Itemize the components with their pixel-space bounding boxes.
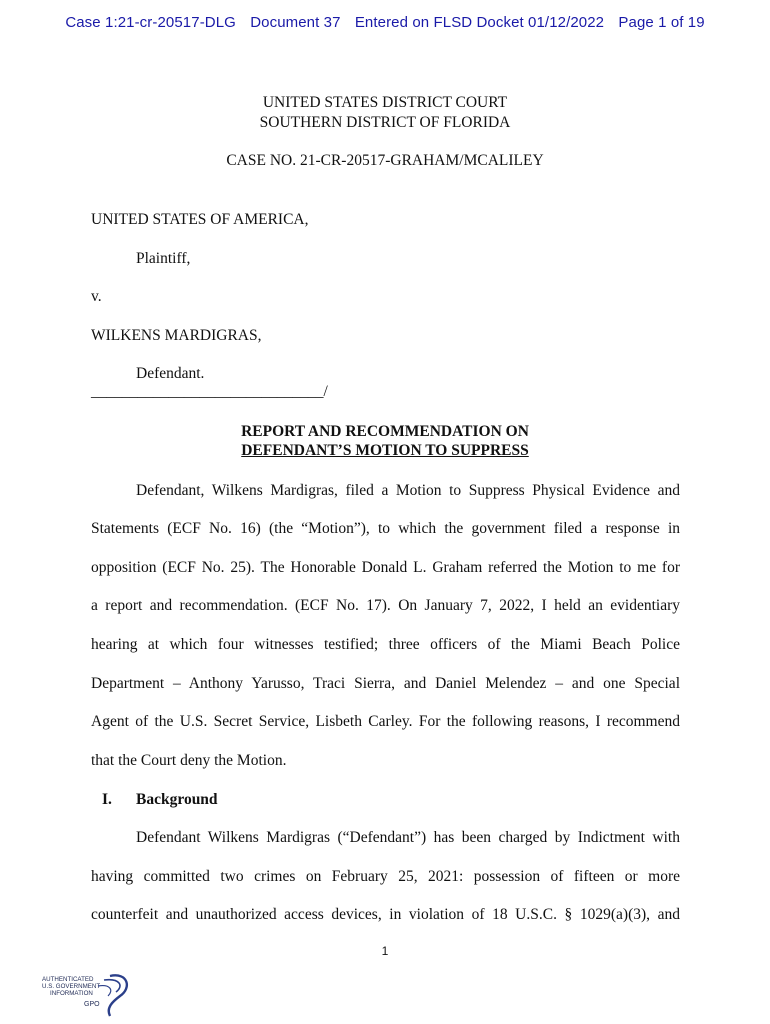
paragraph1-line: Department – Anthony Yarusso, Traci Sierra, and Daniel Melendez – and one Special — [91, 675, 680, 692]
paragraph1-line: opposition (ECF No. 25). The Honorable Donald L. Graham referred the Motion to me for — [91, 559, 680, 576]
docket-header-stamp — [0, 14, 770, 31]
court-name: UNITED STATES DISTRICT COURT — [262, 94, 508, 111]
paragraph2-line: counterfeit and unauthorized access devices, in violation of 18 U.S.C. § 1029(a)(3), and — [91, 906, 680, 923]
plaintiff-role: Plaintiff, — [136, 250, 191, 267]
paragraph1-line: a report and recommendation. (ECF No. 17). On January 7, 2022, I held an evidentiary — [91, 597, 680, 614]
paragraph1-line: that the Court deny the Motion. — [91, 752, 287, 769]
seal-text-gpo: GPO — [84, 1001, 100, 1008]
paragraph1-line: Defendant, Wilkens Mardigras, filed a Motion to Suppress Physical Evidence and — [136, 482, 680, 499]
court-district: SOUTHERN DISTRICT OF FLORIDA — [259, 114, 511, 131]
page-number: 1 — [381, 944, 389, 958]
document-title-line2 — [0, 442, 770, 460]
document-title-line1: REPORT AND RECOMMENDATION ON — [241, 423, 529, 440]
document-title-line2-text: DEFENDANT’S MOTION TO SUPPRESS — [241, 442, 529, 459]
versus: v. — [91, 288, 102, 305]
section-number: I. — [102, 791, 112, 808]
paragraph2-line: Defendant Wilkens Mardigras (“Defendant”) has been charged by Indictment with — [136, 829, 680, 846]
header-document-number: Document 37 — [250, 14, 341, 31]
case-number: CASE NO. 21-CR-20517-GRAHAM/MCALILEY — [226, 152, 544, 169]
paragraph1-line: Statements (ECF No. 16) (the “Motion”), to which the government filed a response in — [91, 520, 680, 537]
section-heading: Background — [136, 791, 218, 808]
header-page-count: Page 1 of 19 — [618, 14, 705, 31]
seal-text-authenticated: AUTHENTICATED — [42, 976, 94, 983]
defendant-role: Defendant. — [136, 365, 205, 382]
seal-text-information: INFORMATION — [50, 990, 93, 997]
seal-text-government: U.S. GOVERNMENT — [42, 983, 101, 990]
defendant-name: WILKENS MARDIGRAS, — [91, 327, 262, 344]
header-case-number: Case 1:21-cr-20517-DLG — [65, 14, 236, 31]
plaintiff-name: UNITED STATES OF AMERICA, — [91, 211, 309, 228]
paragraph2-line: having committed two crimes on February 25, 2021: possession of fifteen or more — [91, 868, 680, 885]
paragraph1-line: hearing at which four witnesses testified; three officers of the Miami Beach Police — [91, 636, 680, 653]
paragraph1-line: Agent of the U.S. Secret Service, Lisbeth Carley. For the following reasons, I recommend — [91, 713, 680, 730]
gpo-authentication-seal-icon — [40, 970, 150, 1018]
header-entered-date: Entered on FLSD Docket 01/12/2022 — [354, 14, 605, 31]
caption-rule: ______________________________/ — [91, 383, 328, 400]
